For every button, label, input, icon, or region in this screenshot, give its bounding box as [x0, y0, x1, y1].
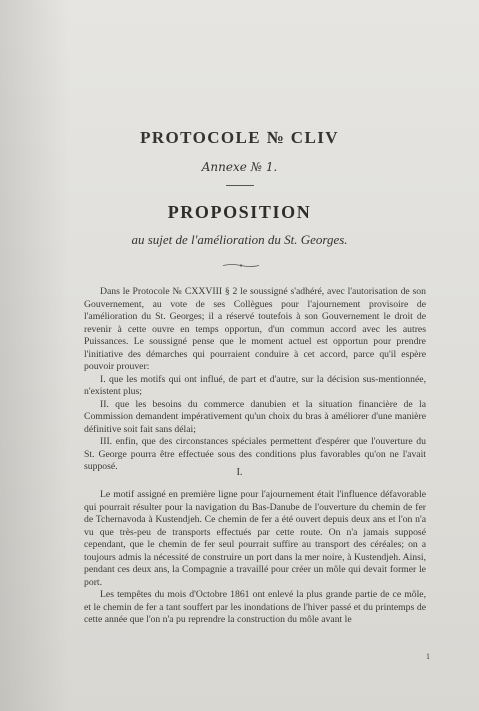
divider-rule: [226, 185, 254, 186]
section-paragraph: Les tempêtes du mois d'Octobre 1861 ont enlevé la plus grande partie de ce môle, et le chemin de fer a tant souffert par les inondations de l'hiver passé et du printemps de cette année que l'on n'a pu reprendre la construction du môle avant le: [84, 589, 426, 625]
proposition-heading: PROPOSITION: [167, 202, 312, 222]
intro-paragraph: I. que les motifs qui ont influé, de part et d'autre, sur la décision sus-mentionnée, n'existent plus;: [84, 373, 426, 397]
section-paragraph: Le motif assigné en première ligne pour l'ajournement était l'influence défavorable qui pourrait résulter pour la navigation du Bas-Danube de l'ouverture du chemin de fer de Tchernavoda à Kustendjeh. Ce chemin de fer a été ouvert depuis deux ans et l'on n'a vu que très-peu de transports effectués par cette route. On n'a jamais supposé cependant, que le chemin de fer seul pourrait suffire au transport des céréales; on a toujours admis la nécessité de construire un port dans la mer noire, à Kustendjeh. Ainsi, pendant ces deux ans, la Compagnie a travaillé pour créer un môle qui devait former le port.: [84, 489, 426, 588]
ornament-divider-icon: [222, 263, 260, 268]
section-numeral: I.: [236, 467, 243, 478]
annex-label: Annexe № 1.: [201, 160, 278, 174]
intro-paragraph: II. que les besoins du commerce danubien et la situation financière de la Commission demandent impérativement qu'un choix du bras à améliorer d'une manière définitive soit fait sans délai;: [84, 398, 426, 435]
page-number: 1: [426, 652, 430, 661]
intro-text: [84, 286, 426, 474]
protocol-title: PROTOCOLE № CLIV: [140, 128, 339, 147]
proposition-subheading: au sujet de l'amélioration du St. Georges.: [131, 232, 348, 247]
intro-paragraph: Dans le Protocole № CXXVIII § 2 le soussigné s'adhéré, avec l'autorisation de son Gouvernement, au vote de ses Collègues pour l'ajournement provisoire de l'amélioration du St. Georges; il a réservé toutefois à son Gouvernement le droit de revenir à cette ouvre en temps opportun, d'un commun accord avec les autres Puissances. Le soussigné pense que le moment actuel est opportun pour prendre l'initiative des démarches qui pourraient conduire à cet accord, parce qu'il espère pouvoir prouver:: [84, 286, 426, 372]
section-text: [84, 489, 426, 627]
intro-paragraph: III. enfin, que des circonstances spéciales permettent d'espérer que l'ouverture du St. George pourra être effectuée sous des conditions plus favorables qu'on ne l'avait supposé.: [84, 436, 426, 472]
